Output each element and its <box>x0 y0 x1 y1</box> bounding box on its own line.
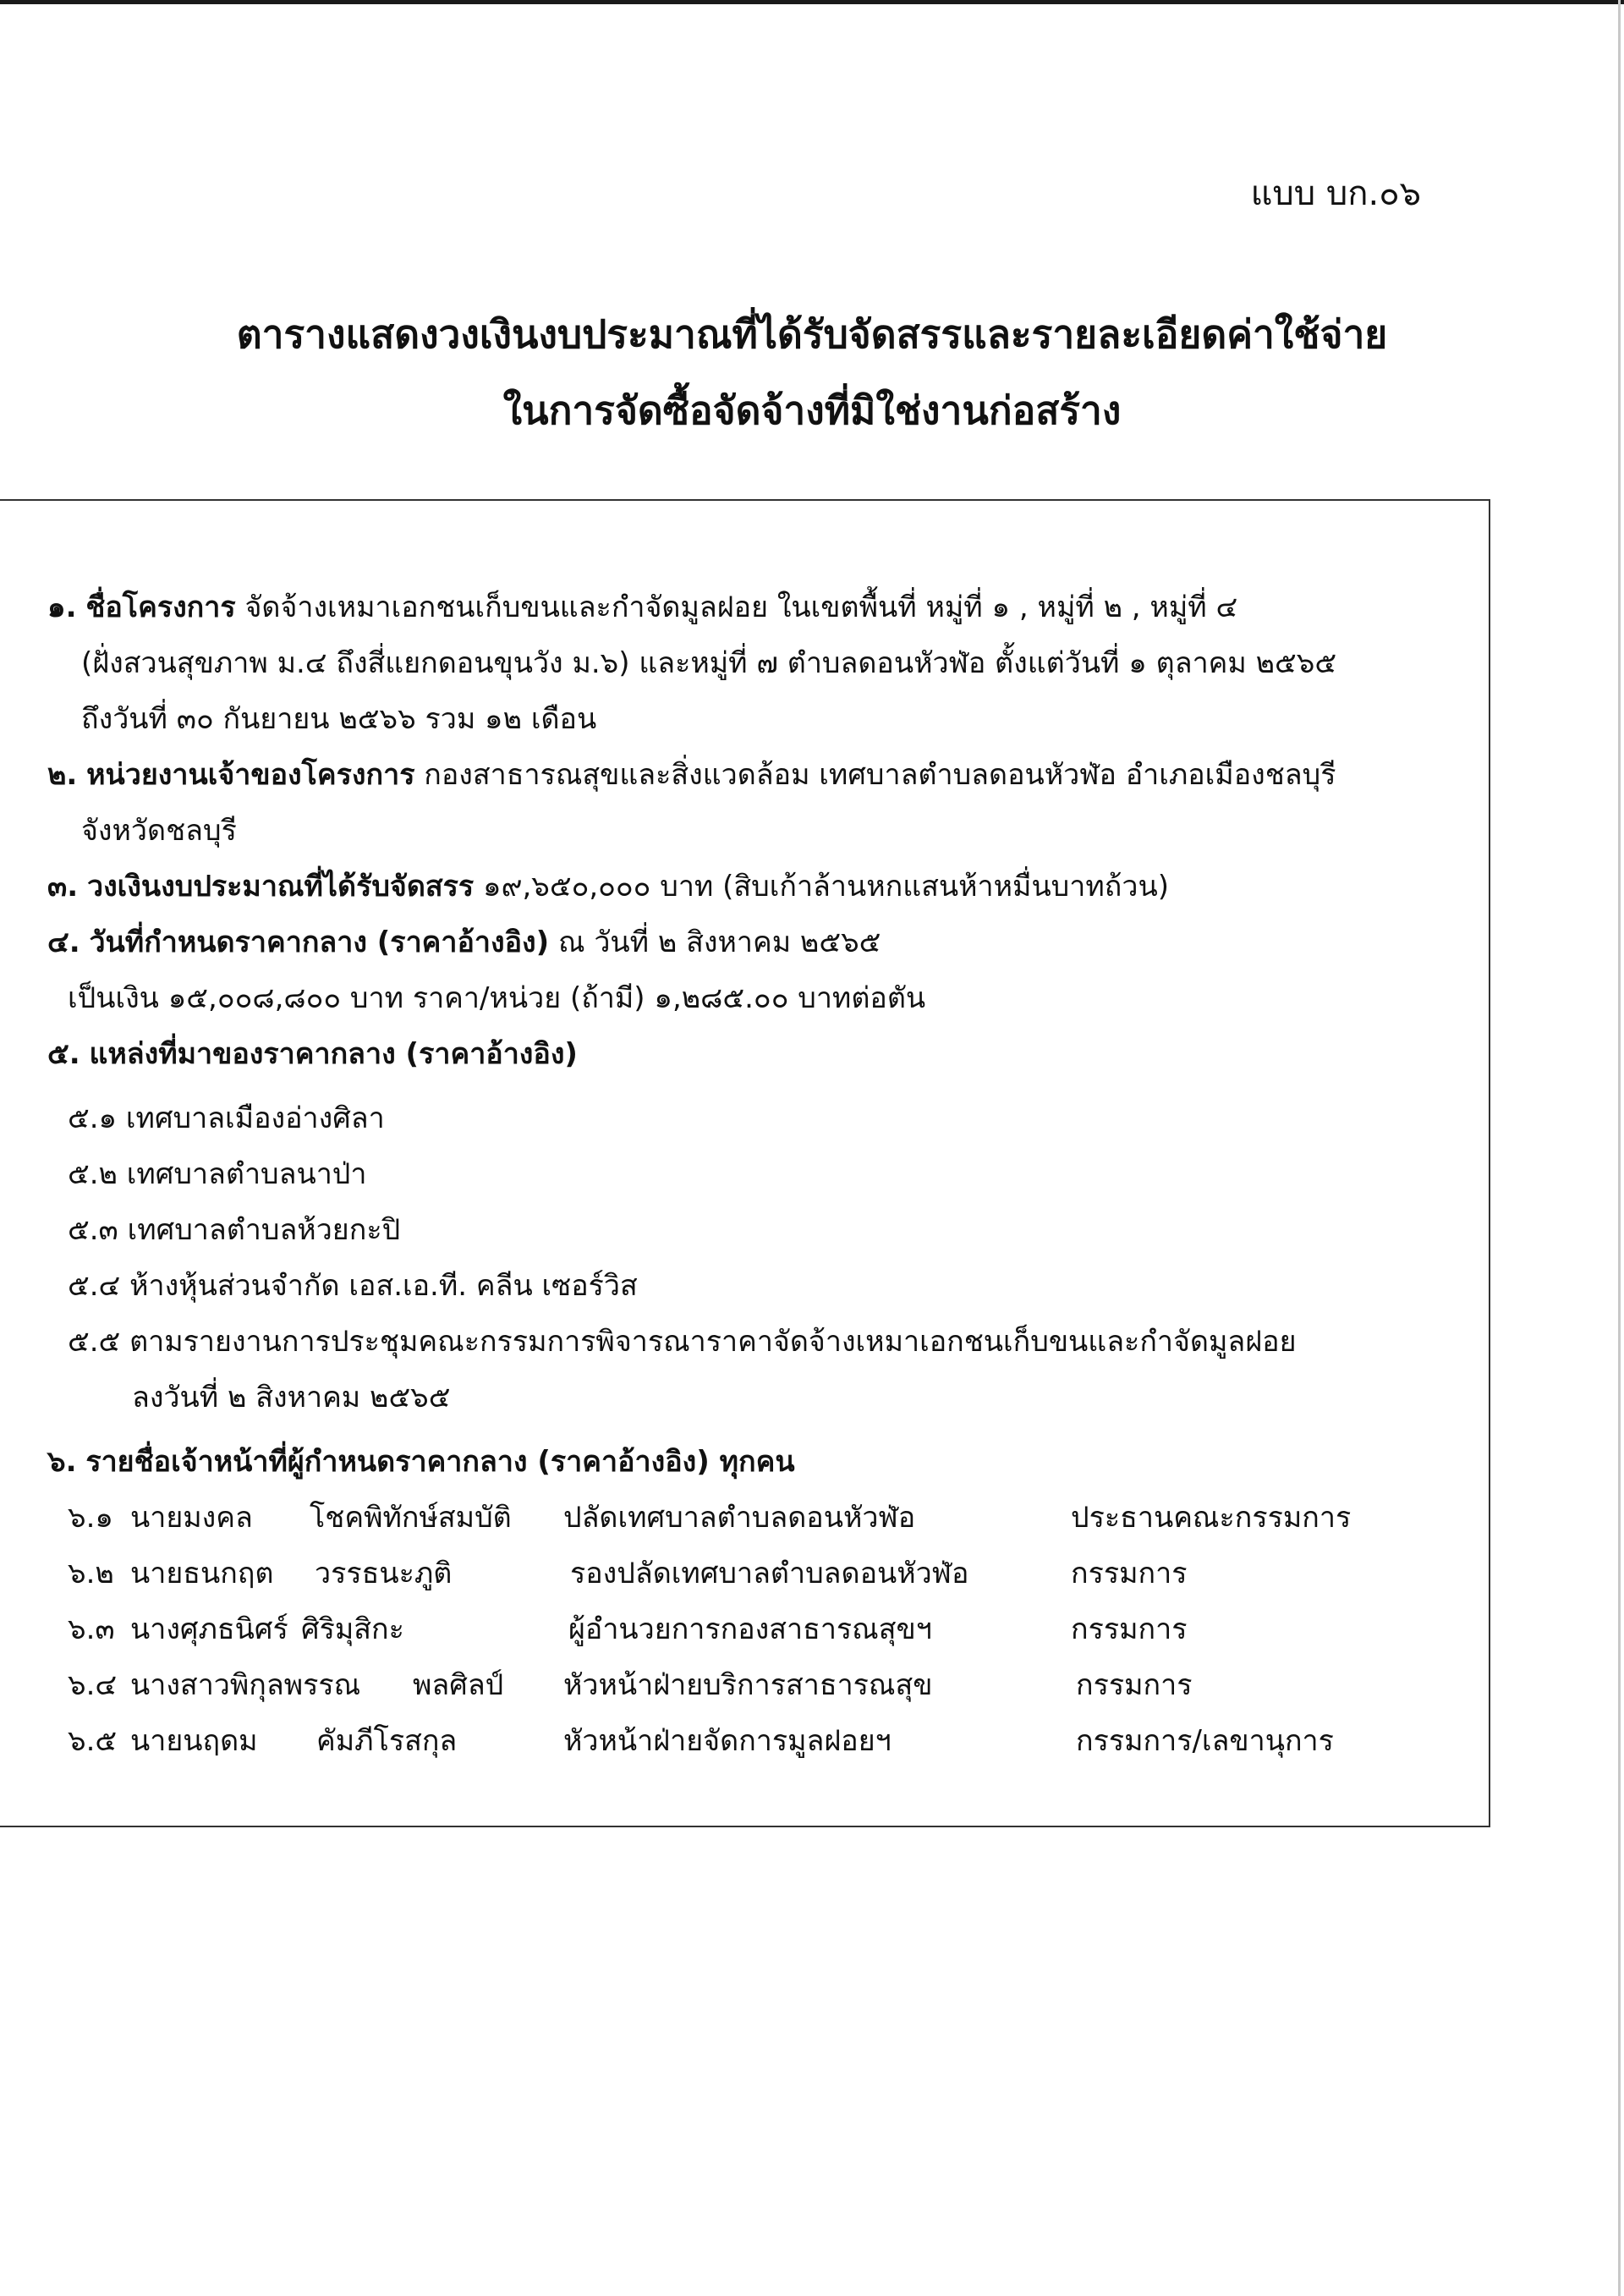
section-3-text: ๑๙,๖๕๐,๐๐๐ บาท (สิบเก้าล้านหกแสนห้าหมื่นบาทถ้วน) <box>483 870 1169 904</box>
member-number: ๖.๕ <box>68 1724 118 1758</box>
section-3-line <box>47 866 1169 907</box>
source-item: ๕.๔ ห้างหุ้นส่วนจำกัด เอส.เอ.ที. คลีน เซอร์วิส <box>68 1269 638 1303</box>
source-item: ๕.๒ เทศบาลตำบลนาป่า <box>68 1157 367 1191</box>
member-last-name: พลศิลป์ <box>413 1668 504 1702</box>
member-number: ๖.๓ <box>68 1612 115 1646</box>
form-code: แบบ บก.๐๖ <box>1250 174 1421 213</box>
section-1-label: ชื่อโครงการ <box>85 590 236 624</box>
member-role: กรรมการ <box>1071 1557 1188 1590</box>
source-item-continuation: ลงวันที่ ๒ สิงหาคม ๒๕๖๕ <box>132 1381 451 1414</box>
section-6-label: รายชื่อเจ้าหน้าที่ผู้กำหนดราคากลาง (ราคาอ้างอิง) ทุกคน <box>85 1445 795 1479</box>
member-last-name: ศิริมุสิกะ <box>301 1612 404 1646</box>
section-2-label: หน่วยงานเจ้าของโครงการ <box>86 758 415 792</box>
section-1-text-3: ถึงวันที่ ๓๐ กันยายน ๒๕๖๖ รวม ๑๒ เดือน <box>81 702 597 736</box>
member-first-name: นายมงคล <box>130 1501 253 1535</box>
member-number: ๖.๒ <box>68 1557 114 1590</box>
section-5-label: แหล่งที่มาของราคากลาง (ราคาอ้างอิง) <box>89 1037 578 1071</box>
section-2-text-2: จังหวัดชลบุรี <box>81 814 237 848</box>
member-position: ปลัดเทศบาลตำบลดอนหัวฬ่อ <box>563 1501 916 1535</box>
scan-top-edge <box>0 0 1624 4</box>
member-first-name: นายธนกฤต <box>130 1557 274 1590</box>
section-5-heading <box>47 1034 578 1074</box>
section-1-text-2: (ฝั่งสวนสุขภาพ ม.๔ ถึงสี่แยกดอนขุนวัง ม.๖) และหมู่ที่ ๗ ตำบลดอนหัวฬ่อ ตั้งแต่วันที่ ๑ ตุลาคม ๒๕๖๕ <box>81 646 1337 680</box>
section-2-text-1: กองสาธารณสุขและสิ่งแวดล้อม เทศบาลตำบลดอนหัวฬ่อ อำเภอเมืองชลบุรี <box>424 758 1336 792</box>
member-first-name: นายนฤดม <box>130 1724 258 1758</box>
member-number: ๖.๔ <box>68 1668 118 1702</box>
section-4-line-1 <box>47 922 881 963</box>
member-position: หัวหน้าฝ่ายบริการสาธารณสุข <box>563 1668 933 1702</box>
section-1-line-1 <box>47 587 1237 628</box>
member-position: หัวหน้าฝ่ายจัดการมูลฝอยฯ <box>563 1724 892 1758</box>
section-3-label: วงเงินงบประมาณที่ได้รับจัดสรร <box>86 870 475 904</box>
member-role: กรรมการ <box>1076 1668 1193 1702</box>
section-4-label: วันที่กำหนดราคากลาง (ราคาอ้างอิง) <box>89 926 550 959</box>
title-line-1: ตารางแสดงวงเงินงบประมาณที่ได้รับจัดสรรและรายละเอียดค่าใช้จ่าย <box>236 311 1388 357</box>
member-position: ผู้อำนวยการกองสาธารณสุขฯ <box>568 1612 932 1646</box>
member-first-name: นางศุภธนิศร์ <box>130 1612 288 1646</box>
section-2-line-1 <box>47 755 1336 795</box>
member-role: ประธานคณะกรรมการ <box>1071 1501 1352 1535</box>
member-last-name: วรรธนะภูติ <box>315 1557 453 1590</box>
source-item: ๕.๓ เทศบาลตำบลห้วยกะปิ <box>68 1213 401 1247</box>
section-3-number: ๓. <box>47 870 79 904</box>
section-6-number: ๖. <box>47 1445 77 1479</box>
member-number: ๖.๑ <box>68 1501 113 1535</box>
member-last-name: คัมภีโรสกุล <box>316 1724 458 1758</box>
member-last-name: โชคพิทักษ์สมบัติ <box>310 1501 512 1535</box>
source-item: ๕.๑ เทศบาลเมืองอ่างศิลา <box>68 1101 385 1135</box>
member-first-name: นางสาวพิกุลพรรณ <box>130 1668 361 1702</box>
section-1-text-1: จัดจ้างเหมาเอกชนเก็บขนและกำจัดมูลฝอย ในเขตพื้นที่ หมู่ที่ ๑ , หมู่ที่ ๒ , หมู่ที่ ๔ <box>244 590 1238 624</box>
member-position: รองปลัดเทศบาลตำบลดอนหัวฬ่อ <box>570 1557 969 1590</box>
document-title <box>0 296 1624 448</box>
member-role: กรรมการ/เลขานุการ <box>1076 1724 1334 1758</box>
section-4-number: ๔. <box>47 926 80 959</box>
section-4-text-2: เป็นเงิน ๑๕,๐๐๘,๘๐๐ บาท ราคา/หน่วย (ถ้ามี) ๑,๒๘๕.๐๐ บาทต่อตัน <box>68 981 926 1015</box>
member-role: กรรมการ <box>1071 1612 1188 1646</box>
title-line-2: ในการจัดซื้อจัดจ้างที่มิใช่งานก่อสร้าง <box>502 387 1122 433</box>
section-6-heading <box>47 1442 795 1482</box>
source-item: ๕.๕ ตามรายงานการประชุมคณะกรรมการพิจารณาราคาจัดจ้างเหมาเอกชนเก็บขนและกำจัดมูลฝอย <box>68 1325 1297 1359</box>
section-4-text-1: ณ วันที่ ๒ สิงหาคม ๒๕๖๕ <box>557 926 881 959</box>
section-5-number: ๕. <box>47 1037 80 1071</box>
section-1-number: ๑. <box>47 590 77 624</box>
section-2-number: ๒. <box>47 758 78 792</box>
